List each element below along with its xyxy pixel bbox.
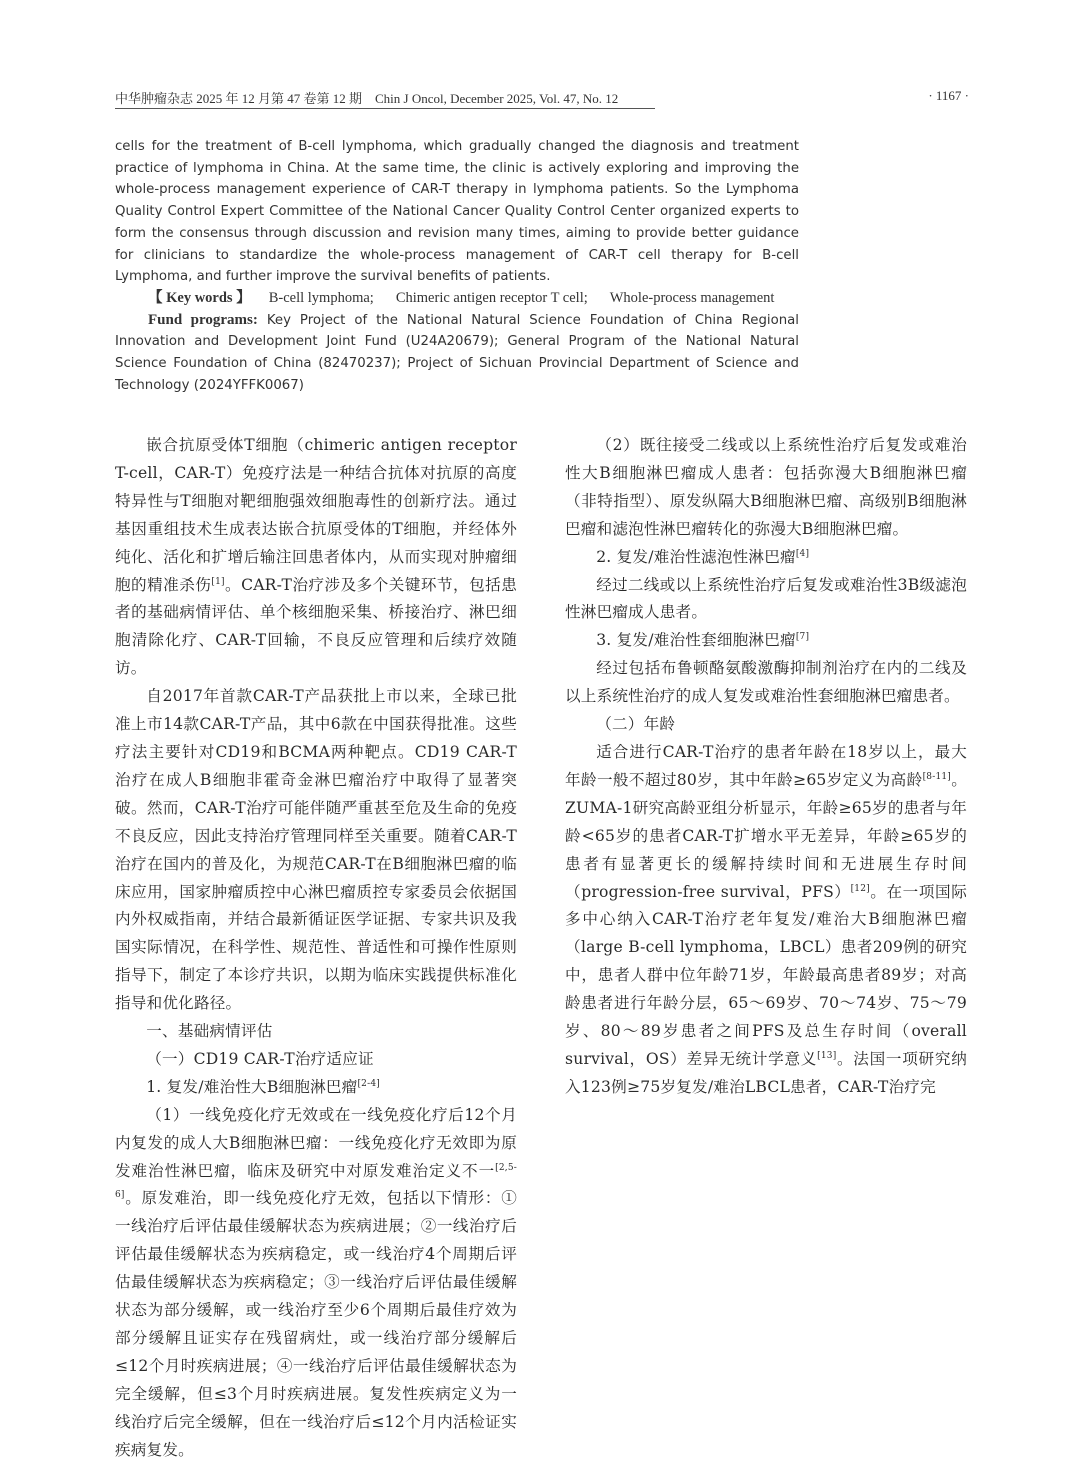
- citation-ref: [2-4]: [357, 1078, 380, 1089]
- english-abstract: [115, 136, 799, 396]
- fund-label: Fund programs:: [148, 311, 258, 328]
- citation-ref: [12]: [850, 883, 870, 894]
- item-heading: 2. 复发/难治性滤泡性淋巴瘤[4]: [596, 547, 810, 566]
- citation-ref: [4]: [795, 548, 810, 559]
- abstract-text: cells for the treatment of B-cell lymphoma, which gradually changed the diagnosis and treatment practice of lymphoma in China. At the same time, the clinic is actively exploring and improving the whole-process management experience of CAR-T therapy in lymphoma patients. So the Lymphoma Quality Control Expert Committee of the National Cancer Quality Control Center organized experts to form the consensus through discussion and revision many times, aiming to provide better guidance for clinicians to standardize the whole-process management of CAR-T cell therapy for B-cell Lymphoma, and further improve the survival benefits of patients.: [115, 139, 799, 285]
- citation-ref: [13]: [817, 1050, 837, 1061]
- header-rule: [115, 108, 655, 109]
- section-heading: 一、基础病情评估: [146, 1022, 273, 1041]
- fund-text: Key Project of the National Natural Science Foundation of China Regional Innovation and Development Joint Fund (U24A20679); General Program of the National Natural Science Foundation of China (82470237); Project of Sichuan Provincial Department of Science and Technology (2024YFFK0067): [115, 312, 799, 393]
- keyword: Whole-process management: [609, 289, 775, 306]
- age-paragraph: 适合进行CAR-T治疗的患者年龄在18岁以上，最大年龄一般不超过80岁，其中年龄≥65岁定义为高龄[8-11]。ZUMA-1研究高龄亚组分析显示，年龄≥65岁的患者与年龄<65岁的患者CAR-T扩增水平无差异，年龄≥65岁的患者有显著更长的缓解持续时间和无进展生存时间（progression-free survival，PFS）[12]。在一项国际多中心纳入CAR-T治疗老年复发/难治大B细胞淋巴瘤（large B-cell lymphoma，LBCL）患者209例的研究中，患者人群中位年龄71岁，年龄最高患者89岁；对高龄患者进行年龄分层，65～69岁、70～74岁、75～79岁、80～89岁患者之间PFS及总生存时间（overall survival，OS）差异无统计学意义[13]。法国一项研究纳入123例≥75岁复发/难治LBCL患者，CAR-T治疗完: [565, 742, 968, 1096]
- intro-paragraph-1: 嵌合抗原受体T细胞（chimeric antigen receptor T-cell，CAR-T）免疫疗法是一种结合抗体对抗原的高度特异性与T细胞对靶细胞强效细胞毒性的创新疗法。通过基因重组技术生成表达嵌合抗原受体的T细胞，并经体外纯化、活化和扩增后输注回患者体内，从而实现对肿瘤细胞的精准杀伤[1]。CAR-T治疗涉及多个关键环节，包括患者的基础病情评估、单个核细胞采集、桥接治疗、淋巴细胞清除化疗、CAR-T回输，不良反应管理和后续疗效随访。: [115, 436, 517, 678]
- keywords-label: 【 Key words 】: [148, 289, 251, 306]
- intro-paragraph-2: 自2017年首款CAR-T产品获批上市以来，全球已批准上市14款CAR-T产品，其中6款在中国获得批准。这些疗法主要针对CD19和BCMA两种靶点。CD19 CAR-T治疗在成人B细胞非霍奇金淋巴瘤治疗中取得了显著突破。然而，CAR-T治疗可能伴随严重甚至危及生命的免疫不良反应，因此支持治疗管理同样至关重要。随着CAR-T治疗在国内的普及化，为规范CAR-T在B细胞淋巴瘤的临床应用，国家肿瘤质控中心淋巴瘤质控专家委员会依据国内外权威指南，并结合最新循证医学证据、专家共识及我国实际情况，在科学性、规范性、普适性和可操作性原则指导下，制定了本诊疗共识，以期为临床实践提供标准化指导和优化路径。: [115, 687, 517, 1013]
- keyword: Chimeric antigen receptor T cell;: [395, 289, 588, 306]
- citation-ref: [7]: [795, 632, 810, 643]
- body-column-left: [115, 432, 517, 1465]
- indication-paragraph-1: （1）一线免疫化疗无效或在一线免疫化疗后12个月内复发的成人大B细胞淋巴瘤：一线免疫化疗无效即为原发难治性淋巴瘤，临床及研究中对原发难治定义不一[2,5-6]。原发难治，即一线免疫化疗无效，包括以下情形：①一线治疗后评估最佳缓解状态为疾病进展；②一线治疗后评估最佳缓解状态为疾病稳定，或一线治疗4个周期后评估最佳缓解状态为疾病稳定；③一线治疗后评估最佳缓解状态为部分缓解，或一线治疗至少6个周期后最佳疗效为部分缓解且证实存在残留病灶，或一线治疗部分缓解后≤12个月时疾病进展；④一线治疗后评估最佳缓解状态为完全缓解，但≤3个月时疾病进展。复发性疾病定义为一线治疗后完全缓解，但在一线治疗后≤12个月内活检证实疾病复发。: [115, 1105, 517, 1459]
- journal-citation: 中华肿瘤杂志 2025 年 12 月第 47 卷第 12 期 Chin J Oncol, December 2025, Vol. 47, No. 12: [115, 91, 619, 106]
- keywords-line: [115, 288, 799, 310]
- item-heading: 3. 复发/难治性套细胞淋巴瘤[7]: [596, 631, 810, 650]
- follicular-paragraph: 经过二线或以上系统性治疗后复发或难治性3B级滤泡性淋巴瘤成人患者。: [565, 575, 967, 622]
- item-heading: 1. 复发/难治性大B细胞淋巴瘤[2-4]: [146, 1077, 380, 1096]
- running-header: [115, 88, 975, 110]
- body-column-right: [565, 432, 967, 1102]
- mantle-cell-paragraph: 经过包括布鲁顿酪氨酸激酶抑制剂治疗在内的二线及以上系统性治疗的成人复发或难治性套细胞淋巴瘤患者。: [565, 659, 967, 706]
- citation-ref: [1]: [211, 576, 225, 587]
- subsection-heading: （一）CD19 CAR-T治疗适应证: [146, 1049, 374, 1068]
- citation-ref: [2,5-6]: [115, 1162, 517, 1201]
- citation-ref: [8-11]: [922, 771, 952, 782]
- fund-programs: [115, 310, 799, 397]
- indication-paragraph-2: （2）既往接受二线或以上系统性治疗后复发或难治性大B细胞淋巴瘤成人患者：包括弥漫大B细胞淋巴瘤（非特指型）、原发纵隔大B细胞淋巴瘤、高级别B细胞淋巴瘤和滤泡性淋巴瘤转化的弥漫大B细胞淋巴瘤。: [565, 436, 967, 538]
- subsection-heading: （二）年龄: [596, 715, 676, 734]
- page-number: · 1167 ·: [928, 88, 969, 103]
- keyword: B-cell lymphoma;: [268, 289, 374, 306]
